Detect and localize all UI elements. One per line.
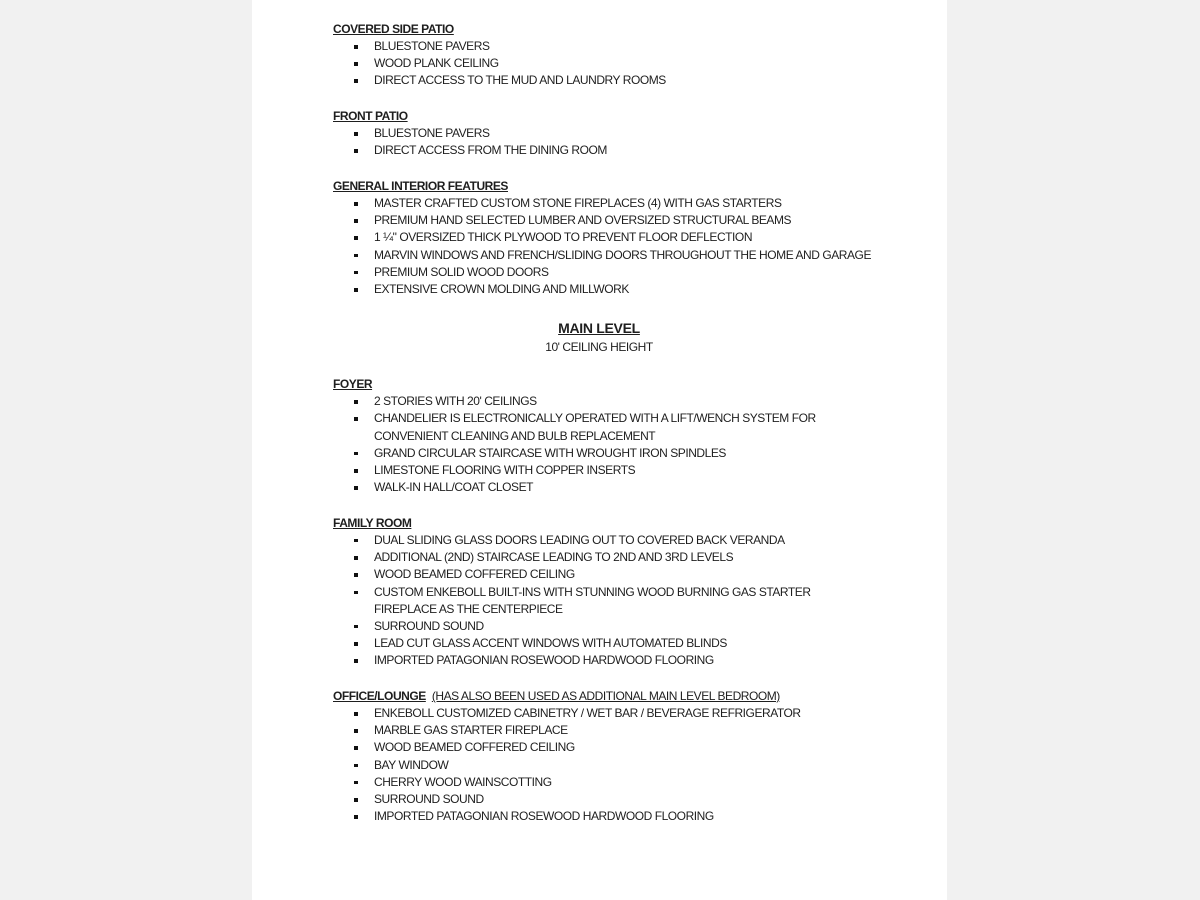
section-office-lounge: [333, 687, 873, 825]
bullet-list: [333, 125, 873, 159]
list-item-text: MARVIN WINDOWS AND FRENCH/SLIDING DOORS THROUGHOUT THE HOME AND GARAGE: [374, 247, 871, 262]
section-heading-text: OFFICE/LOUNGE: [333, 689, 426, 704]
list-item-text: MASTER CRAFTED CUSTOM STONE FIREPLACES (4) WITH GAS STARTERS: [374, 196, 782, 211]
list-item-text: BAY WINDOW: [374, 757, 449, 772]
list-item: [333, 55, 873, 72]
square-bullet-icon: [354, 764, 358, 768]
section-foyer: [333, 375, 873, 496]
square-bullet-icon: [354, 271, 358, 275]
square-bullet-icon: [354, 62, 358, 66]
list-item: [333, 462, 873, 479]
list-item: [333, 393, 873, 410]
list-item: [333, 774, 873, 791]
square-bullet-icon: [354, 132, 358, 136]
list-item: [333, 584, 873, 618]
square-bullet-icon: [354, 417, 358, 421]
list-item: [333, 566, 873, 583]
list-item-text: BLUESTONE PAVERS: [374, 39, 490, 53]
section-heading: [333, 177, 873, 195]
square-bullet-icon: [354, 746, 358, 750]
list-item-text: CHANDELIER IS ELECTRONICALLY OPERATED WITH A LIFT/WENCH SYSTEM FOR CONVENIENT CLEANING AND BULB REPLACEMENT: [374, 411, 816, 443]
list-item-text: CHERRY WOOD WAINSCOTTING: [374, 774, 552, 789]
list-item: [333, 757, 873, 774]
list-item-text: PREMIUM SOLID WOOD DOORS: [374, 264, 549, 279]
list-item-text: DIRECT ACCESS TO THE MUD AND LAUNDRY ROOMS: [374, 73, 666, 88]
section-covered-side-patio: [333, 20, 873, 90]
list-item-text: DUAL SLIDING GLASS DOORS LEADING OUT TO COVERED BACK VERANDA: [374, 532, 785, 547]
list-item: [333, 38, 873, 55]
section-heading: [333, 687, 873, 705]
list-item: [333, 410, 873, 444]
list-item: [333, 281, 873, 298]
list-item-text: ENKEBOLL CUSTOMIZED CABINETRY / WET BAR / BEVERAGE REFRIGERATOR: [374, 706, 801, 721]
list-item: [333, 264, 873, 281]
top-sections: [333, 20, 873, 298]
section-heading-text: GENERAL INTERIOR FEATURES: [333, 179, 508, 194]
list-item: [333, 652, 873, 669]
document-content: [333, 20, 873, 843]
square-bullet-icon: [354, 815, 358, 819]
section-heading-note: (HAS ALSO BEEN USED AS ADDITIONAL MAIN LEVEL BEDROOM): [431, 689, 780, 704]
list-item-text: GRAND CIRCULAR STAIRCASE WITH WROUGHT IRON SPINDLES: [374, 445, 726, 460]
list-item-text: PREMIUM HAND SELECTED LUMBER AND OVERSIZED STRUCTURAL BEAMS: [374, 213, 792, 228]
section-heading: [333, 375, 873, 393]
square-bullet-icon: [354, 539, 358, 543]
list-item: [333, 549, 873, 566]
square-bullet-icon: [354, 452, 358, 456]
list-item: [333, 808, 873, 825]
square-bullet-icon: [354, 556, 358, 560]
list-item: [333, 247, 873, 264]
list-item: [333, 445, 873, 462]
list-item-text: MARBLE GAS STARTER FIREPLACE: [374, 723, 568, 738]
square-bullet-icon: [354, 149, 358, 153]
list-item: [333, 635, 873, 652]
list-item: [333, 142, 873, 159]
list-item-text: SURROUND SOUND: [374, 792, 484, 807]
list-item: [333, 195, 873, 212]
square-bullet-icon: [354, 781, 358, 785]
list-item: [333, 705, 873, 722]
main-level-title: MAIN LEVEL: [558, 320, 640, 337]
list-item-text: IMPORTED PATAGONIAN ROSEWOOD HARDWOOD FLOORING: [374, 653, 714, 668]
list-item-text: IMPORTED PATAGONIAN ROSEWOOD HARDWOOD FLOORING: [374, 809, 714, 824]
list-item-text: CUSTOM ENKEBOLL BUILT-INS WITH STUNNING WOOD BURNING GAS STARTER FIREPLACE AS THE CENTERPIECE: [374, 584, 811, 616]
section-heading: [333, 107, 873, 125]
list-item: [333, 72, 873, 89]
list-item-text: EXTENSIVE CROWN MOLDING AND MILLWORK: [374, 282, 629, 297]
square-bullet-icon: [354, 642, 358, 646]
list-item: [333, 739, 873, 756]
square-bullet-icon: [354, 400, 358, 404]
square-bullet-icon: [354, 236, 358, 240]
section-heading-text: FOYER: [333, 377, 373, 392]
square-bullet-icon: [354, 573, 358, 577]
list-item-text: WALK-IN HALL/COAT CLOSET: [374, 480, 534, 495]
bullet-list: [333, 532, 873, 670]
list-item: [333, 229, 873, 246]
square-bullet-icon: [354, 254, 358, 258]
document-page: [252, 0, 947, 900]
square-bullet-icon: [354, 798, 358, 802]
list-item: [333, 125, 873, 142]
square-bullet-icon: [354, 659, 358, 663]
bullet-list: [333, 38, 873, 90]
section-heading-text: FAMILY ROOM: [333, 515, 412, 530]
section-heading-text: COVERED SIDE PATIO: [333, 22, 454, 36]
bullet-list: [333, 393, 873, 496]
list-item: [333, 532, 873, 549]
list-item-text: ADDITIONAL (2ND) STAIRCASE LEADING TO 2ND AND 3RD LEVELS: [374, 550, 734, 565]
list-item: [333, 212, 873, 229]
square-bullet-icon: [354, 729, 358, 733]
section-general-interior-features: [333, 177, 873, 298]
section-heading: [333, 20, 873, 38]
bullet-list: [333, 195, 873, 298]
main-level-subtitle: 10' CEILING HEIGHT: [545, 340, 653, 355]
main-level-header: [333, 318, 865, 356]
list-item: [333, 791, 873, 808]
list-item-text: LEAD CUT GLASS ACCENT WINDOWS WITH AUTOMATED BLINDS: [374, 636, 727, 651]
main-level-sections: [333, 375, 873, 825]
list-item-text: WOOD BEAMED COFFERED CEILING: [374, 740, 575, 755]
list-item-text: WOOD BEAMED COFFERED CEILING: [374, 567, 575, 582]
square-bullet-icon: [354, 219, 358, 223]
list-item-text: SURROUND SOUND: [374, 618, 484, 633]
square-bullet-icon: [354, 288, 358, 292]
section-heading: [333, 514, 873, 532]
square-bullet-icon: [354, 591, 358, 595]
section-heading-text: FRONT PATIO: [333, 109, 408, 124]
square-bullet-icon: [354, 202, 358, 206]
square-bullet-icon: [354, 712, 358, 716]
list-item-text: LIMESTONE FLOORING WITH COPPER INSERTS: [374, 463, 636, 478]
list-item: [333, 618, 873, 635]
list-item-text: 1 ¼" OVERSIZED THICK PLYWOOD TO PREVENT FLOOR DEFLECTION: [374, 230, 753, 245]
square-bullet-icon: [354, 45, 358, 49]
list-item-text: BLUESTONE PAVERS: [374, 126, 490, 141]
list-item: [333, 722, 873, 739]
list-item-text: DIRECT ACCESS FROM THE DINING ROOM: [374, 143, 607, 158]
list-item-text: 2 STORIES WITH 20' CEILINGS: [374, 394, 537, 409]
section-family-room: [333, 514, 873, 670]
section-front-patio: [333, 107, 873, 159]
list-item-text: WOOD PLANK CEILING: [374, 56, 499, 71]
square-bullet-icon: [354, 625, 358, 629]
square-bullet-icon: [354, 469, 358, 473]
list-item: [333, 479, 873, 496]
square-bullet-icon: [354, 79, 358, 83]
square-bullet-icon: [354, 486, 358, 490]
bullet-list: [333, 705, 873, 825]
